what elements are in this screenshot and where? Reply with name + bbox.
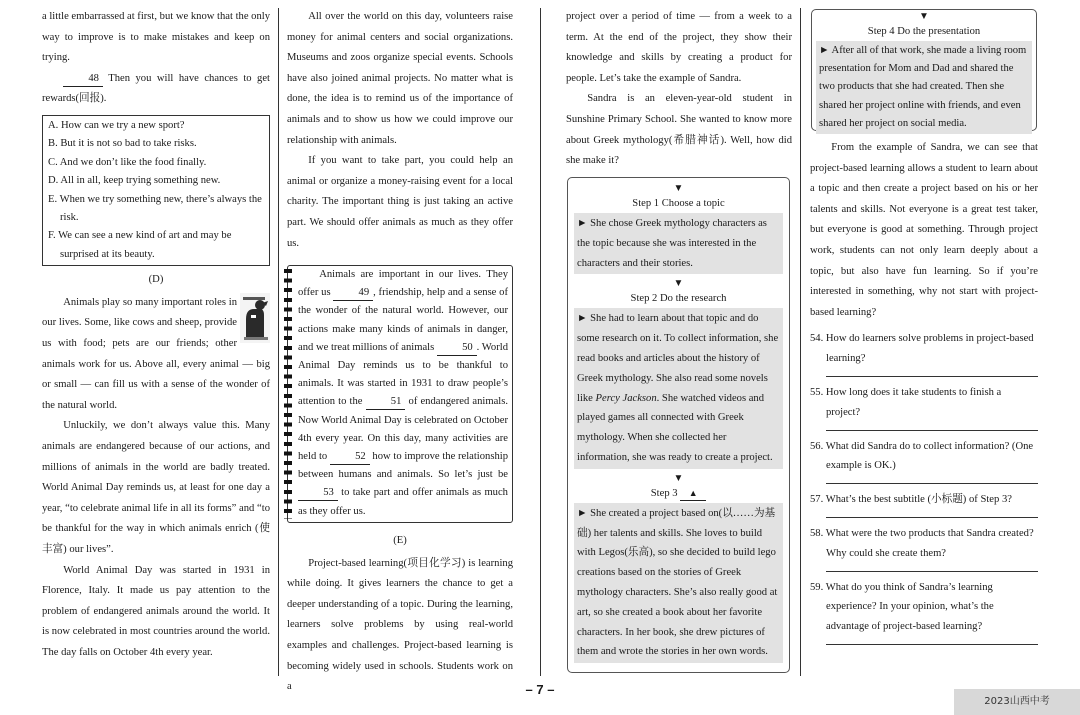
steps-box xyxy=(567,177,790,673)
paragraph-d4: All over the world on this day, volunteers raise money for animal centers and social organizations. Museums and zoos organize special events. Schools have also joined animal projects. No matter what is done, the idea is to remind us of the importance of animals and to show us how we could improve our relationship with animals. xyxy=(287,11,513,146)
paragraph-d3: World Animal Day was started in 1931 in Florence, Italy. It made us pay attention to the problem of endangered animals around the world. It is now celebrated in most countries around the world. The day falls on October 4th every year. xyxy=(42,564,270,658)
step-4-title: Step 4 Do the presentation xyxy=(867,26,981,37)
summary-notebook-box xyxy=(287,265,513,523)
step-2 xyxy=(572,277,785,468)
step-1-body: ► She chose Greek mythology characters as the topic because she was interested in the characters and their stories. xyxy=(574,213,783,274)
answer-line-59[interactable] xyxy=(826,637,1038,645)
step-1-title: Step 1 Choose a topic xyxy=(632,198,725,209)
paragraph-d2: Unluckily, we don’t always value this. Many animals are endangered because of our actions, and millions of animals in the world are badly treated. World Animal Day reminds us, at least for one day a year, “to celebrate animal life in all its forms” and “to be thankful for the way in which animals enrich (使丰富) our lives”. xyxy=(42,420,270,555)
column-3 xyxy=(566,7,792,172)
step-2-body: ► She had to learn about that topic and do some research on it. To collect information, she read books and articles about the history of Greek mythology. She also read some novels like Percy Jackson. She watched videos and played games all connected with Greek mythology. When she collected her information, she was ready to create a project. xyxy=(574,308,783,468)
option-b: B. But it is not so bad to take risks. xyxy=(48,138,197,150)
dog-illustration-icon xyxy=(240,293,270,343)
step-3-body: ► She created a project based on(以……为基础) her talents and skills. She loves to build with Legos(乐高), so she decided to build lego creations based on the stories of Greek mythology characters. She’s also really good at art, so she created a book about her favorite characters. In her book, she drew pictures of them and wrote the stories in her own words. xyxy=(574,503,783,663)
blank-48[interactable]: 48 xyxy=(63,72,103,87)
paragraph-48: 48 Then you will have chances to get rewards(回报). xyxy=(42,72,270,105)
column-divider xyxy=(278,8,279,676)
question-56: 56. What did Sandra do to collect information? (One example is OK.) xyxy=(810,437,1038,485)
option-e: E. When we try something new, there’s always the risk. xyxy=(48,193,262,223)
paragraph-e2: project over a period of time — from a week to a term. At the end of the project, they show their knowledge and skills by creating a product for people. Let’s take the example of Sandra. xyxy=(566,11,792,84)
column-divider xyxy=(540,8,541,676)
answer-line-56[interactable] xyxy=(826,476,1038,484)
question-54: 54. How do learners solve problems in project-based learning? xyxy=(810,329,1038,377)
step-4 xyxy=(816,10,1032,134)
paragraph-e3: Sandra is an eleven-year-old student in Sunshine Primary School. She wanted to know more about Greek mythology(希腊神话). Well, how did she make it? xyxy=(566,93,792,167)
section-e-heading: (E) xyxy=(393,535,407,546)
down-arrow-icon: ▼ xyxy=(673,278,684,290)
column-1 xyxy=(42,7,270,664)
column-divider xyxy=(800,8,801,676)
step-3-subtitle-blank[interactable]: ▲ xyxy=(680,486,706,501)
paragraph-d5: If you want to take part, you could help an animal or organize a money-raising event for a local charity. The important thing is just taking an active part. We should offer animals as much as they offer us. xyxy=(287,155,513,249)
paragraph-e4: From the example of Sandra, we can see that project-based learning allows a student to learn about a topic and then create a project based on his or her talents and skills. Not everyone is a great test taker, but everyone is good at something. Through project work, students can not only learn deeply about a topic, but also have fun learning. So if you’re interested in something, why not start with project-based learning? xyxy=(810,142,1038,318)
section-d-heading: (D) xyxy=(148,274,164,286)
column-2-lower xyxy=(287,527,513,698)
blank-49[interactable]: 49 xyxy=(333,286,373,301)
passage-c-ending: a little embarrassed at first, but we know that the only way to improve is to make mistakes and keep on trying. xyxy=(42,11,270,64)
step-3 xyxy=(572,472,785,663)
paragraph-d1: Animals play so many important roles in our lives. Some, like cows and sheep, provide us with food; pets are our friends; other animals work for us. Above all, every animal — big or small — can fill us with a sense of the wonder of the natural world. xyxy=(42,296,270,411)
answer-line-57[interactable] xyxy=(826,510,1038,518)
step-4-body: ► After all of that work, she made a living room presentation for Mom and Dad and shared the two products that she had created. Then she shared her project online with friends, and even shared her project on social media. xyxy=(816,41,1032,134)
step-4-box xyxy=(811,9,1037,131)
blank-52[interactable]: 52 xyxy=(330,450,370,465)
options-box xyxy=(42,115,270,266)
answer-line-54[interactable] xyxy=(826,369,1038,377)
summary-text: Animals are important in our lives. They offer us 49 , friendship, help and a sense of the wonder of the natural world. However, our actions make many kinds of animals in danger, and we treat millions of animals 50 . World Animal Day reminds us to be thankful to animals. It was started in 1931 to draw people’s attention to the 51 of endangered animals. Now World Animal Day is celebrated on October 4th every year. On this day, many activities are held to 52 how to improve the relationship between humans and animals. So let’s just be 53 to take part and offer animals as much as they offer us. xyxy=(298,269,509,517)
spiral-binding-icon xyxy=(284,269,292,519)
question-57: 57. What’s the best subtitle (小标题) of Step 3? xyxy=(810,490,1038,518)
question-59: 59. What do you think of Sandra’s learning experience? In your opinion, what’s the advantage of project-based learning? xyxy=(810,578,1038,645)
down-arrow-icon: ▼ xyxy=(673,472,684,484)
step-3-title: Step 3 ▲ xyxy=(574,486,783,502)
paragraph-e1: Project-based learning(项目化学习) is learning while doing. It gives learners the chance to get a deeper understanding of a topic. During the learning, learners solve problems by using real-world examples and challenges. Project-based learning is becoming widely used in schools. Students work on a xyxy=(287,557,513,693)
option-d: D. All in all, keep trying something new. xyxy=(48,175,221,187)
option-c: C. And we don’t like the food finally. xyxy=(48,156,207,168)
column-4 xyxy=(810,138,1038,649)
down-arrow-icon: ▼ xyxy=(919,11,929,22)
blank-50[interactable]: 50 xyxy=(437,341,477,356)
blank-51[interactable]: 51 xyxy=(366,395,406,410)
option-f: F. We can see a new kind of art and may be surprised at its beauty. xyxy=(48,230,232,260)
option-a: A. How can we try a new sport? xyxy=(48,119,185,131)
answer-line-58[interactable] xyxy=(826,564,1038,572)
answer-line-55[interactable] xyxy=(826,423,1038,431)
step-1 xyxy=(572,182,785,274)
column-2 xyxy=(287,7,513,254)
blank-53[interactable]: 53 xyxy=(298,486,338,501)
down-arrow-icon: ▼ xyxy=(673,183,684,194)
step-2-title: Step 2 Do the research xyxy=(630,293,727,305)
page-number: – 7 – xyxy=(525,682,555,697)
exam-tag-badge: 2023山西中考 xyxy=(954,689,1080,715)
question-55: 55. How long does it take students to finish a project? xyxy=(810,383,1038,431)
question-58: 58. What were the two products that Sandra created? Why could she create them? xyxy=(810,524,1038,572)
